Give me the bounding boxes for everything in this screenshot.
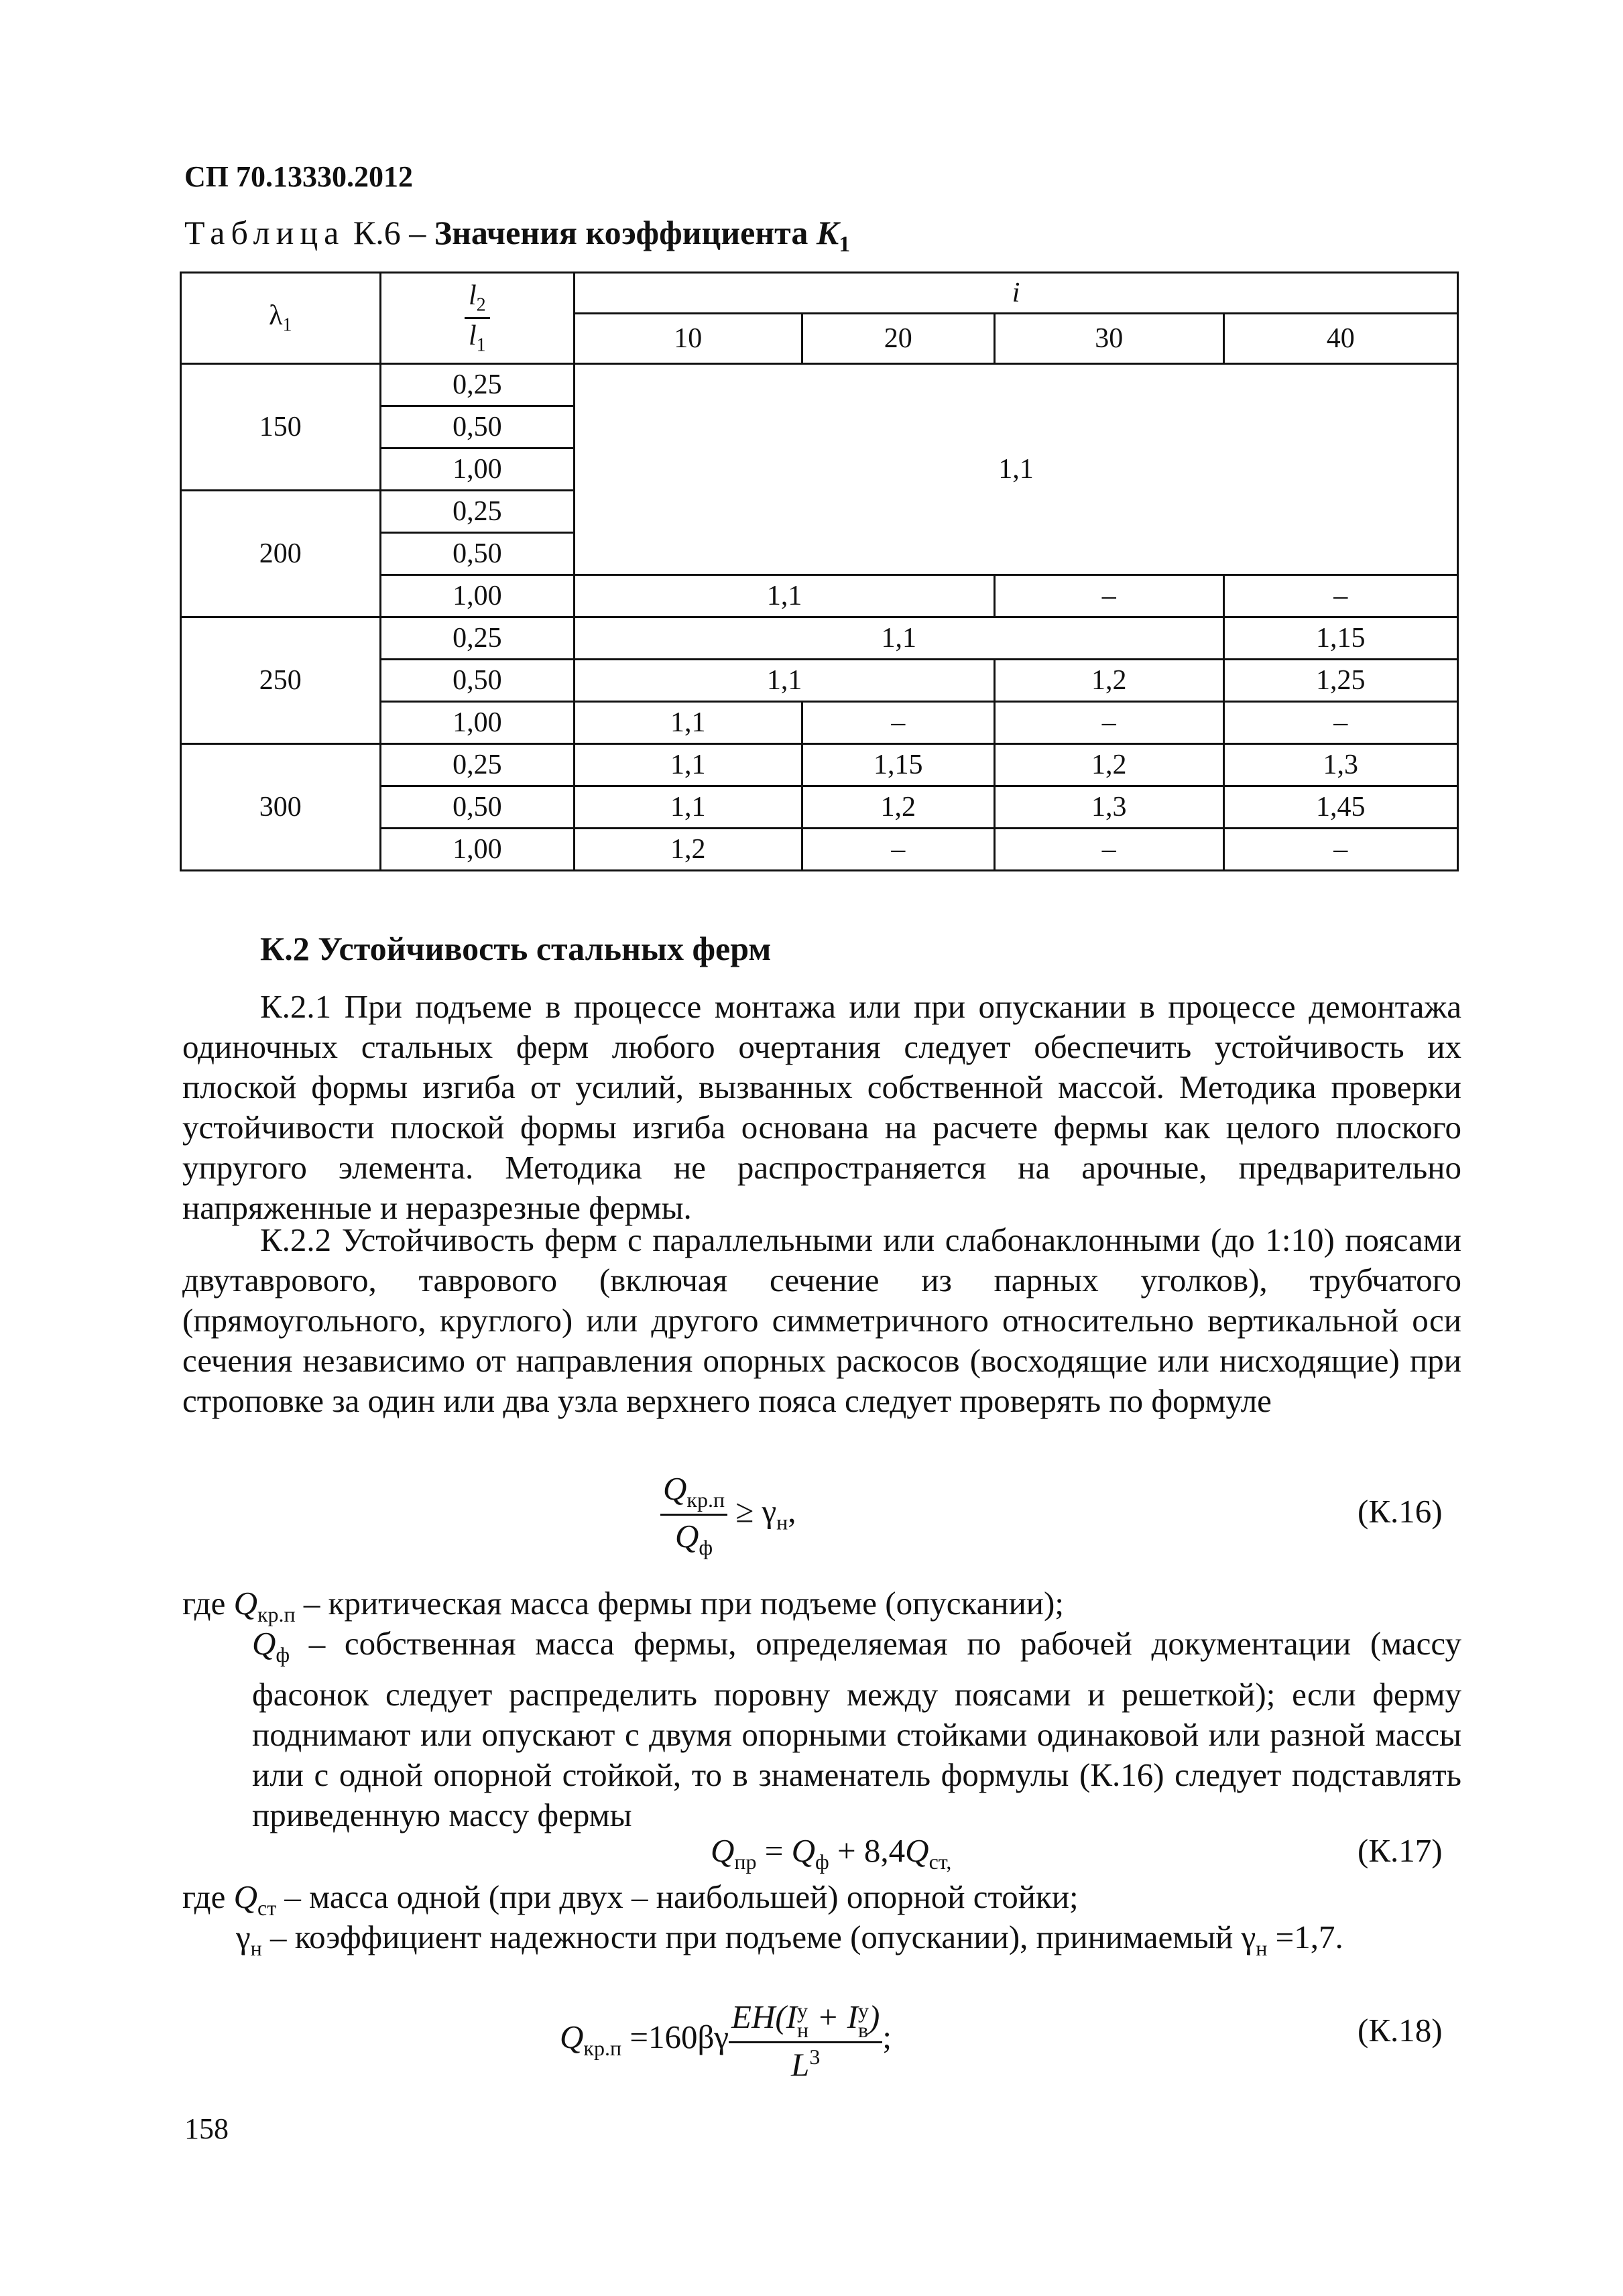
header-i-30: 30	[995, 314, 1223, 364]
ratio-cell: 1,00	[380, 448, 575, 491]
ratio-cell: 1,00	[380, 829, 575, 871]
table-caption-symbol: K	[816, 214, 839, 251]
value-cell: 1,1	[575, 744, 802, 786]
value-cell: 1,1	[575, 617, 1223, 660]
coefficient-table	[180, 271, 1459, 871]
table-caption-prefix: Таблица	[184, 214, 345, 251]
value-cell: –	[995, 829, 1223, 871]
ratio-cell: 0,25	[380, 364, 575, 406]
value-cell: 1,45	[1223, 786, 1458, 829]
document-code: СП 70.13330.2012	[184, 160, 413, 193]
value-cell: 1,1	[575, 702, 802, 744]
value-cell: 1,2	[995, 660, 1223, 702]
page-number: 158	[184, 2112, 229, 2145]
header-i-20: 20	[802, 314, 995, 364]
value-cell: –	[802, 702, 995, 744]
header-i: i	[575, 273, 1458, 314]
lambda-cell: 200	[181, 491, 381, 617]
table-row	[181, 364, 1458, 406]
table-row	[181, 617, 1458, 660]
ratio-cell: 0,25	[380, 744, 575, 786]
formula-k16: $Q_{кр.п}$ $Q_ф$ ≥ $\gamma_н$,	[660, 1469, 796, 1560]
value-cell: 1,25	[1223, 660, 1458, 702]
header-i-40: 40	[1223, 314, 1458, 364]
merged-value-cell: 1,1	[575, 364, 1458, 575]
value-cell: –	[1223, 829, 1458, 871]
value-cell: 1,3	[995, 786, 1223, 829]
ratio-cell: 1,00	[380, 575, 575, 617]
ratio-cell: 0,50	[380, 406, 575, 448]
lambda-cell: 300	[181, 744, 381, 871]
value-cell: –	[802, 829, 995, 871]
value-cell: 1,2	[995, 744, 1223, 786]
definition-q-kr: где $Q_{кр.п}$ – критическая масса фермы при подъеме (опускании);	[182, 1585, 1064, 1626]
definition-q-f: $Q_ф$ – собственная масса фермы, определяемая по рабочей документации (массу фасонок следует распределить поровну между поясами и решеткой); если ферму поднимают или опускают с двумя опорными стойками одинаковой или разной массы или с одной опорной стойкой, то в знаменатель формулы (К.16) следует подставлять приведенную массу фермы	[252, 1625, 1461, 1833]
value-cell: –	[1223, 702, 1458, 744]
table-caption-symbol-sub: 1	[839, 232, 851, 257]
definition-q-st: где $Q_{ст}$ – масса одной (при двух – наибольшей) опорной стойки;	[182, 1878, 1079, 1920]
value-cell: –	[1223, 575, 1458, 617]
formula-k17-label: (К.17)	[1358, 1832, 1443, 1869]
header-ratio: $\frac{l_2}{l_1}$	[380, 273, 575, 364]
lambda-cell: 250	[181, 617, 381, 744]
value-cell: –	[995, 575, 1223, 617]
value-cell: 1,1	[575, 575, 995, 617]
formula-k18: $Q_{кр.п} =160\beta\gamma$ EH(I y н + I y в ) $L^3$ ;	[560, 1998, 892, 2083]
table-header-row	[181, 273, 1458, 314]
table-caption	[184, 213, 850, 257]
header-i-10: 10	[575, 314, 802, 364]
value-cell: 1,2	[802, 786, 995, 829]
ratio-cell: 0,50	[380, 786, 575, 829]
lambda-cell: 150	[181, 364, 381, 491]
section-title: К.2 Устойчивость стальных ферм	[260, 930, 772, 967]
ratio-cell: 0,25	[380, 491, 575, 533]
formula-k16-label: (К.16)	[1358, 1493, 1443, 1530]
ratio-cell: 0,50	[380, 660, 575, 702]
ratio-cell: 0,25	[380, 617, 575, 660]
formula-k18-label: (К.18)	[1358, 2012, 1443, 2049]
ratio-cell: 1,00	[380, 702, 575, 744]
value-cell: 1,1	[575, 786, 802, 829]
formula-k17: $Q_{пр} = Q_ф + 8,4Q_{ст,}$	[711, 1832, 952, 1874]
table-caption-title: Значения коэффициента	[434, 214, 808, 251]
ratio-cell: 0,50	[380, 533, 575, 575]
value-cell: 1,15	[1223, 617, 1458, 660]
value-cell: 1,1	[575, 660, 995, 702]
value-cell: 1,2	[575, 829, 802, 871]
header-lambda: $\lambda_1$	[181, 273, 381, 364]
table-caption-number: К.6 –	[353, 214, 426, 251]
value-cell: 1,3	[1223, 744, 1458, 786]
paragraph-k21: К.2.1 При подъеме в процессе монтажа или при опускании в процессе демонтажа одиночных стальных ферм любого очертания следует обеспечить устойчивость их плоской формы изгиба от усилий, вызванных собственной массой. Методика проверки устойчивости плоской формы изгиба основана на расчете фермы как целого плоского упругого элемента. Методика не распространяется на арочные, предварительно напряженные и неразрезные фермы.	[182, 988, 1461, 1226]
paragraph-k22: К.2.2 Устойчивость ферм с параллельными или слабонаклонными (до 1:10) поясами двутаврового, таврового (включая сечение из парных уголков), трубчатого (прямоугольного, круглого) или другого симметричного относительно вертикальной оси сечения независимо от направления опорных раскосов (восходящие или нисходящие) при строповке за один или два узла верхнего пояса следует проверять по формуле	[182, 1221, 1461, 1419]
value-cell: 1,15	[802, 744, 995, 786]
table-row	[181, 744, 1458, 786]
definition-gamma-n: $\gamma_н$ – коэффициент надежности при подъеме (опускании), принимаемый $\gamma_н =1,7$.	[236, 1919, 1343, 1960]
value-cell: –	[995, 702, 1223, 744]
